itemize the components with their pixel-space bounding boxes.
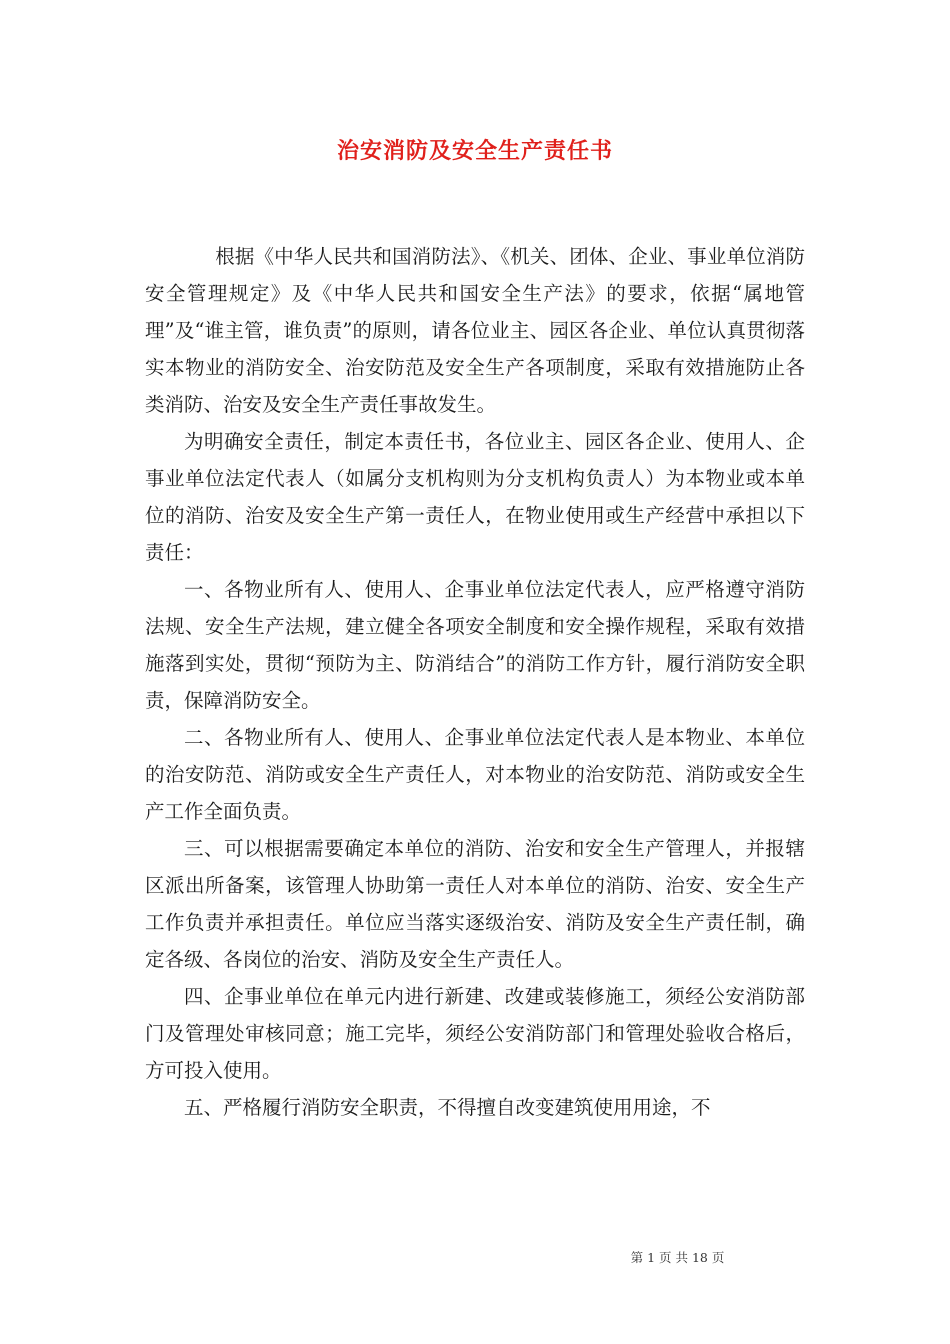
page-number: 第 1 页 共 18 页 xyxy=(630,1250,725,1265)
paragraph-item-1: 一、各物业所有人、使用人、企事业单位法定代表人，应严格遵守消防法规、安全生产法规，建立健全各项安全制度和安全操作规程，采取有效措施落到实处，贯彻“预防为主、防消结合”的消防工作方针，履行消防安全职责，保障消防安全。 xyxy=(145,578,805,712)
document-body xyxy=(145,238,805,1126)
paragraph-item-4: 四、企事业单位在单元内进行新建、改建或装修施工，须经公安消防部门及管理处审核同意；施工完毕，须经公安消防部门和管理处验收合格后，方可投入使用。 xyxy=(145,985,805,1082)
document-title: 治安消防及安全生产责任书 xyxy=(336,138,613,164)
paragraph-intro: 根据《中华人民共和国消防法》、《机关、团体、企业、事业单位消防安全管理规定》及《中华人民共和国安全生产法》的要求，依据“属地管理”及“谁主管，谁负责”的原则，请各位业主、园区各企业、单位认真贯彻落实本物业的消防安全、治安防范及安全生产各项制度，采取有效措施防止各类消防、治安及安全生产责任事故发生。 xyxy=(145,245,805,416)
paragraph-responsibility: 为明确安全责任，制定本责任书，各位业主、园区各企业、使用人、企事业单位法定代表人（如属分支机构则为分支机构负责人）为本物业或本单位的消防、治安及安全生产第一责任人，在物业使用或生产经营中承担以下责任： xyxy=(145,430,805,564)
paragraph-item-5: 五、严格履行消防安全职责，不得擅自改变建筑使用用途，不 xyxy=(184,1096,711,1119)
paragraph-item-2: 二、各物业所有人、使用人、企事业单位法定代表人是本物业、本单位的治安防范、消防或安全生产责任人，对本物业的治安防范、消防或安全生产工作全面负责。 xyxy=(145,726,805,823)
paragraph-item-3: 三、可以根据需要确定本单位的消防、治安和安全生产管理人，并报辖区派出所备案，该管理人协助第一责任人对本单位的消防、治安、安全生产工作负责并承担责任。单位应当落实逐级治安、消防及安全生产责任制，确定各级、各岗位的治安、消防及安全生产责任人。 xyxy=(145,837,805,971)
